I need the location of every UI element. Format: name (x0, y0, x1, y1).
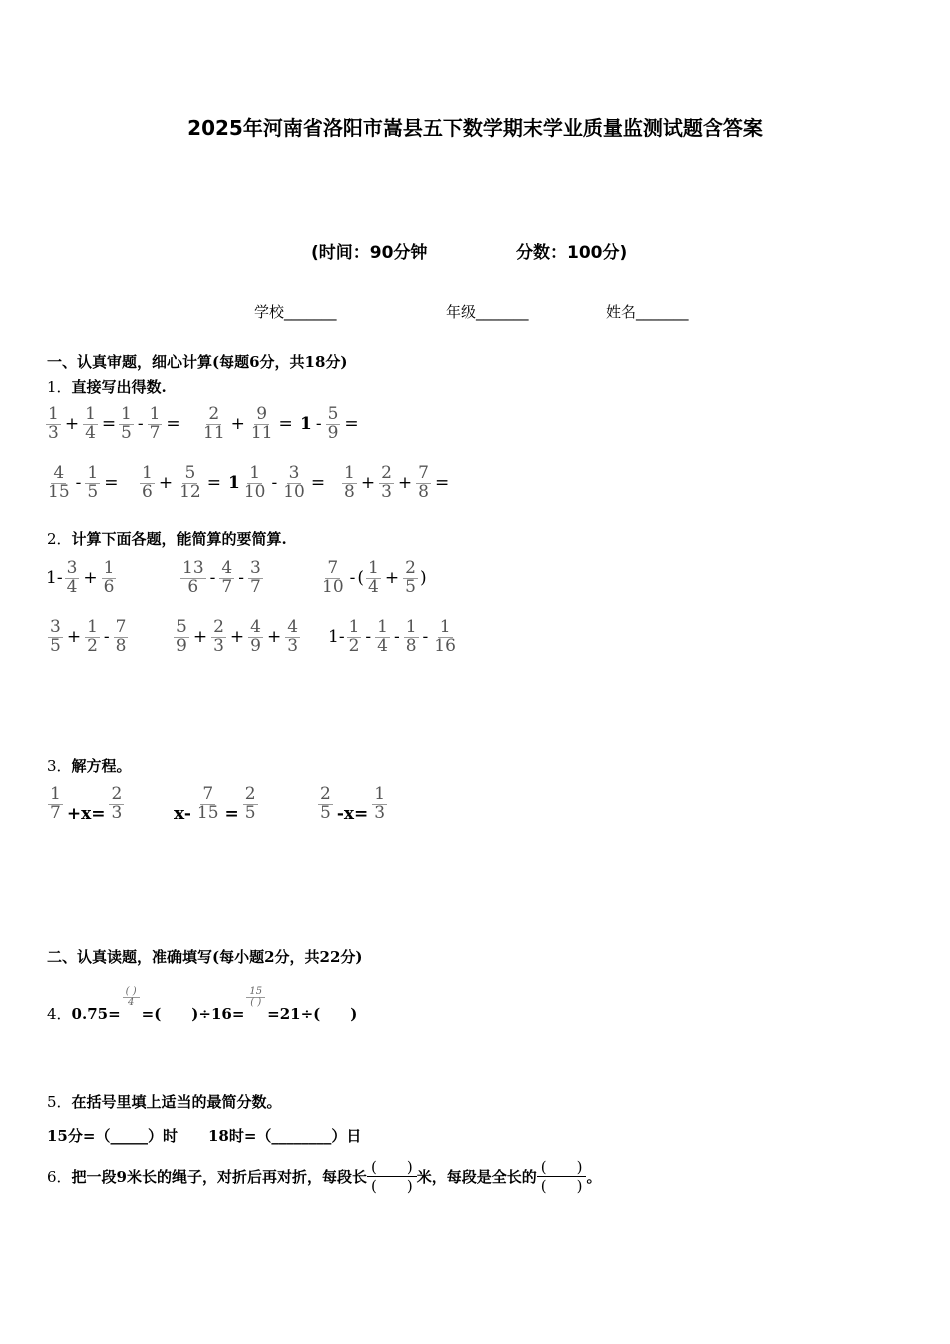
school-field: 学校_______ (254, 303, 337, 321)
fraction: $\frac{1}{6}$ (103, 558, 115, 597)
fraction: $\frac{3}{5}$ (50, 617, 61, 656)
fraction: $\frac{1}{16}$ (434, 617, 456, 656)
fraction: $\frac{5}{9}$ (327, 404, 339, 443)
fraction: $\frac{1}{4}$ (377, 617, 388, 656)
name-field: 姓名_______ (606, 303, 689, 321)
q3-equation-3: $\frac{2}{5}$ -x= $\frac{1}{3}$ (320, 784, 386, 825)
q1-expr-8: $\frac{1}{8}$ + $\frac{2}{3}$ + $\frac{7}{8}$ = (344, 463, 450, 502)
fraction: $\frac{2}{11}$ (203, 404, 225, 443)
question-number: 2． (47, 530, 72, 548)
q3-equation-1: $\frac{1}{7}$ +x= $\frac{2}{3}$ (50, 784, 123, 825)
fraction: $\frac{4}{15}$ (48, 463, 70, 502)
fraction: $\frac{5}{9}$ (176, 617, 187, 656)
fraction: $\frac{1}{3}$ (48, 404, 59, 443)
q1-expr-7: 1 $\frac{1}{10}$ - $\frac{3}{10}$ = (228, 463, 326, 502)
fraction: $\frac{1}{2}$ (348, 617, 360, 656)
question-text: 直接写出得数. (71, 378, 167, 396)
q5-fill-line: 15分=（_____）时 18时=（________）日 (47, 1127, 362, 1145)
question-5 (47, 1091, 282, 1112)
fraction: $\frac{1}{7}$ (50, 784, 61, 823)
fraction: $\frac{4}{3}$ (287, 617, 299, 656)
fraction: $\frac{13}{6}$ (182, 558, 204, 597)
fraction: $\frac{7}{8}$ (115, 617, 127, 656)
fraction-blank: $\frac{( )}{( )}$ (537, 1158, 587, 1195)
q2-expr-2: $\frac{13}{6}$ - $\frac{4}{7}$ - $\frac{3}{7}$ (182, 558, 261, 597)
fraction: $\frac{2}{5}$ (320, 784, 331, 823)
question-number: 1． (47, 378, 72, 396)
grade-field: 年级_______ (446, 303, 529, 321)
question-number: 6． (47, 1168, 72, 1186)
question-number: 4． (47, 1005, 72, 1023)
fraction: $\frac{7}{10}$ (322, 558, 344, 597)
fraction: $\frac{1}{8}$ (405, 617, 417, 656)
q1-expr-3: $\frac{2}{11}$ + $\frac{9}{11}$ = (203, 404, 293, 443)
fraction: $\frac{5}{12}$ (179, 463, 201, 502)
fraction-blank: $\frac{( )}{( )}$ (367, 1158, 417, 1195)
fraction: $\frac{2}{5}$ (405, 558, 416, 597)
question-2 (47, 528, 287, 549)
q2-expr-4: $\frac{3}{5}$ + $\frac{1}{2}$ - $\frac{7}{8}$ (50, 617, 127, 656)
question-number: 3． (47, 757, 72, 775)
q2-expr-1: 1- $\frac{3}{4}$ + $\frac{1}{6}$ (46, 558, 115, 597)
fraction: $\frac{1}{7}$ (149, 404, 161, 443)
q2-expr-3: $\frac{7}{10}$ - ( $\frac{1}{4}$ + $\frac{2}{5}$ ) (322, 558, 427, 597)
question-text: 在括号里填上适当的最简分数。 (71, 1093, 282, 1111)
q1-expr-2: $\frac{1}{5}$ - $\frac{1}{7}$ = (121, 404, 181, 443)
q3-equation-2: x- $\frac{7}{15}$ = $\frac{2}{5}$ (174, 784, 256, 825)
fraction: $\frac{3}{7}$ (249, 558, 261, 597)
question-1 (47, 376, 167, 397)
fraction: $\frac{1}{6}$ (142, 463, 153, 502)
fraction: $\frac{1}{4}$ (85, 404, 96, 443)
fraction: $\frac{2}{5}$ (244, 784, 256, 823)
fraction: $\frac{1}{4}$ (368, 558, 379, 597)
fraction: $\frac{2}{3}$ (111, 784, 123, 823)
question-number: 5． (47, 1093, 72, 1111)
question-3 (47, 755, 132, 776)
fraction: $\frac{9}{11}$ (250, 404, 273, 443)
fraction: $\frac{1}{5}$ (87, 463, 99, 502)
fraction: $\frac{1}{10}$ (243, 463, 266, 502)
fraction: $\frac{2}{3}$ (381, 463, 392, 502)
q1-expr-1: $\frac{1}{3}$ + $\frac{1}{4}$ = (48, 404, 117, 443)
q1-expr-4: 1 - $\frac{5}{9}$ = (300, 404, 359, 443)
fraction: $\frac{1}{8}$ (344, 463, 355, 502)
section-1-heading: 一、认真审题，细心计算(每题6分，共18分) (47, 353, 348, 371)
fraction: $\frac{( )}{4}$ (123, 987, 140, 1008)
fraction: $\frac{7}{8}$ (418, 463, 429, 502)
fraction: $\frac{3}{4}$ (66, 558, 78, 597)
fraction: $\frac{3}{10}$ (283, 463, 305, 502)
fraction: $\frac{4}{7}$ (221, 558, 233, 597)
q2-expr-5: $\frac{5}{9}$ + $\frac{2}{3}$ + $\frac{4}{9}$ + $\frac{4}{3}$ (176, 617, 299, 656)
question-6: 6． 把一段9米长的绳子，对折后再对折，每段长 $\frac{( )}{( )}$ 米，每段是全长的 $\frac{( )}{( )}$ 。 (47, 1158, 602, 1195)
fraction: $\frac{15}{( )}$ (246, 987, 265, 1008)
fraction: $\frac{1}{3}$ (374, 784, 386, 823)
page-title: 2025年河南省洛阳市嵩县五下数学期末学业质量监测试题含答案 (187, 116, 763, 140)
question-4: 4． 0.75= $\frac{( )}{4}$ =( )÷16= $\frac{15}{( )}$ =21÷( ) (47, 986, 358, 1023)
q2-expr-6: 1- $\frac{1}{2}$ - $\frac{1}{4}$ - $\frac{1}{8}$ - $\frac{1}{16}$ (328, 617, 456, 656)
fraction: $\frac{4}{9}$ (250, 617, 261, 656)
section-2-heading: 二、认真读题，准确填写(每小题2分，共22分) (47, 948, 363, 966)
q1-expr-6: $\frac{1}{6}$ + $\frac{5}{12}$ = (142, 463, 221, 502)
fraction: $\frac{7}{15}$ (196, 784, 219, 823)
exam-score: 分数：100分) (516, 243, 628, 263)
fraction: $\frac{1}{2}$ (87, 617, 98, 656)
exam-time: (时间：90分钟 (311, 243, 428, 263)
q1-expr-5: $\frac{4}{15}$ - $\frac{1}{5}$ = (48, 463, 119, 502)
question-text: 解方程。 (71, 757, 132, 775)
fraction: $\frac{1}{5}$ (121, 404, 132, 443)
question-text: 计算下面各题，能简算的要简算. (71, 530, 287, 548)
fraction: $\frac{2}{3}$ (213, 617, 224, 656)
